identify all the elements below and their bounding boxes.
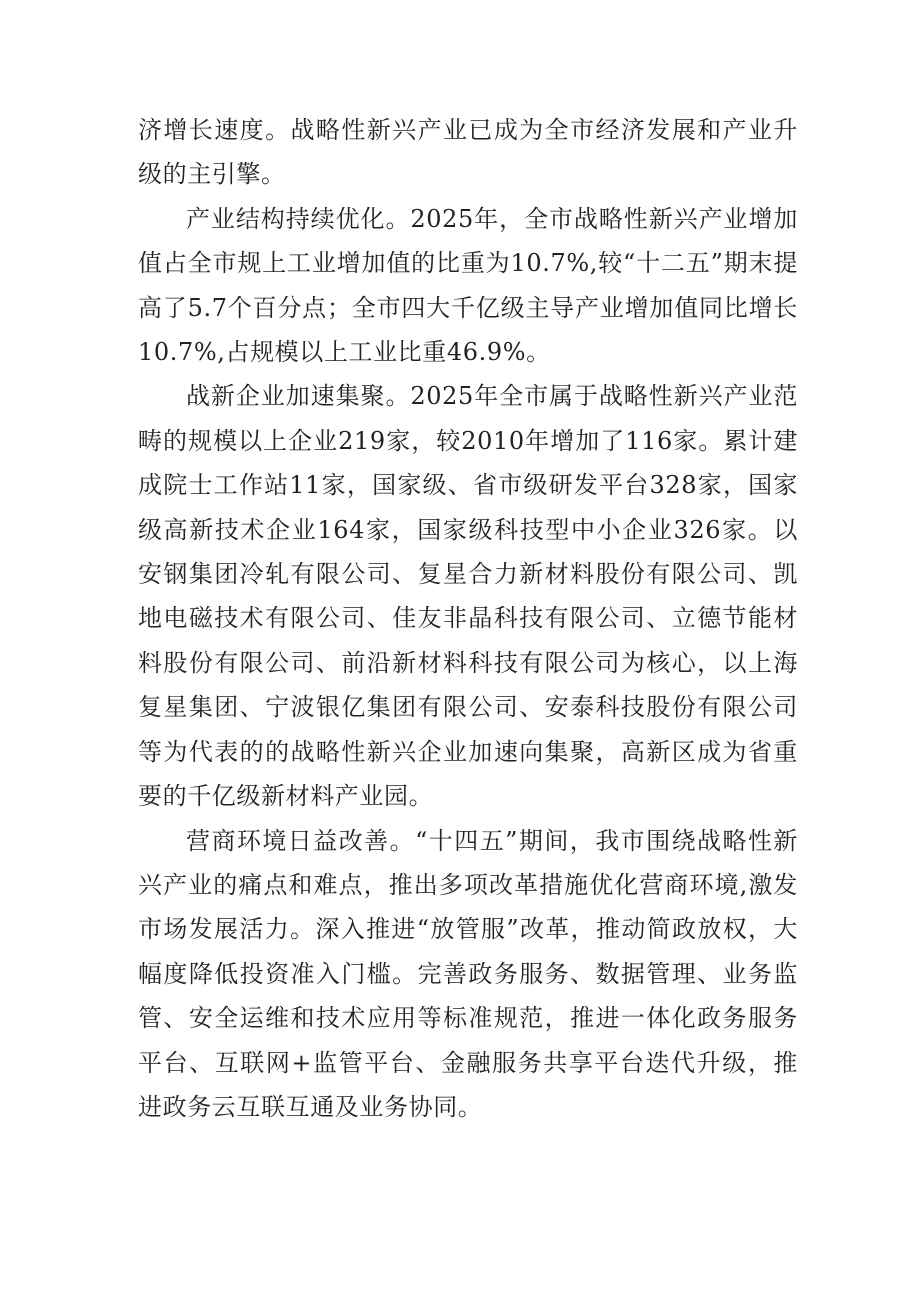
paragraph-business-environment: 营商环境日益改善。“十四五”期间，我市围绕战略性新兴产业的痛点和难点，推出多项改革措施优化营商环境,激发市场发展活力。深入推进“放管服”改革，推动简政放权，大幅度降低投资准入门槛。完善政务服务、数据管理、业务监管、安全运维和技术应用等标准规范，推进一体化政务服务平台、互联网+监管平台、金融服务共享平台迭代升级，推进政务云互联互通及业务协同。 xyxy=(138,826,798,1121)
paragraph-industrial-structure: 产业结构持续优化。2025年，全市战略性新兴产业增加值占全市规上工业增加值的比重为10.7%,较“十二五”期末提高了5.7个百分点；全市四大千亿级主导产业增加值同比增长10.7%,占规模以上工业比重46.9%。 xyxy=(138,204,798,367)
paragraph-enterprise-clustering: 战新企业加速集聚。2025年全市属于战略性新兴产业范畴的规模以上企业219家，较2010年增加了116家。累计建成院士工作站11家，国家级、省市级研发平台328家，国家级高新技术企业164家，国家级科技型中小企业326家。以安钢集团冷轧有限公司、复星合力新材料股份有限公司、凯地电磁技术有限公司、佳友非晶科技有限公司、立德节能材料股份有限公司、前沿新材料科技有限公司为核心，以上海复星集团、宁波银亿集团有限公司、安泰科技股份有限公司等为代表的的战略性新兴企业加速向集聚，高新区成为省重要的千亿级新材料产业园。 xyxy=(138,382,798,811)
document-page xyxy=(138,108,798,1129)
paragraph-continuation: 济增长速度。战略性新兴产业已成为全市经济发展和产业升级的主引擎。 xyxy=(138,116,798,189)
